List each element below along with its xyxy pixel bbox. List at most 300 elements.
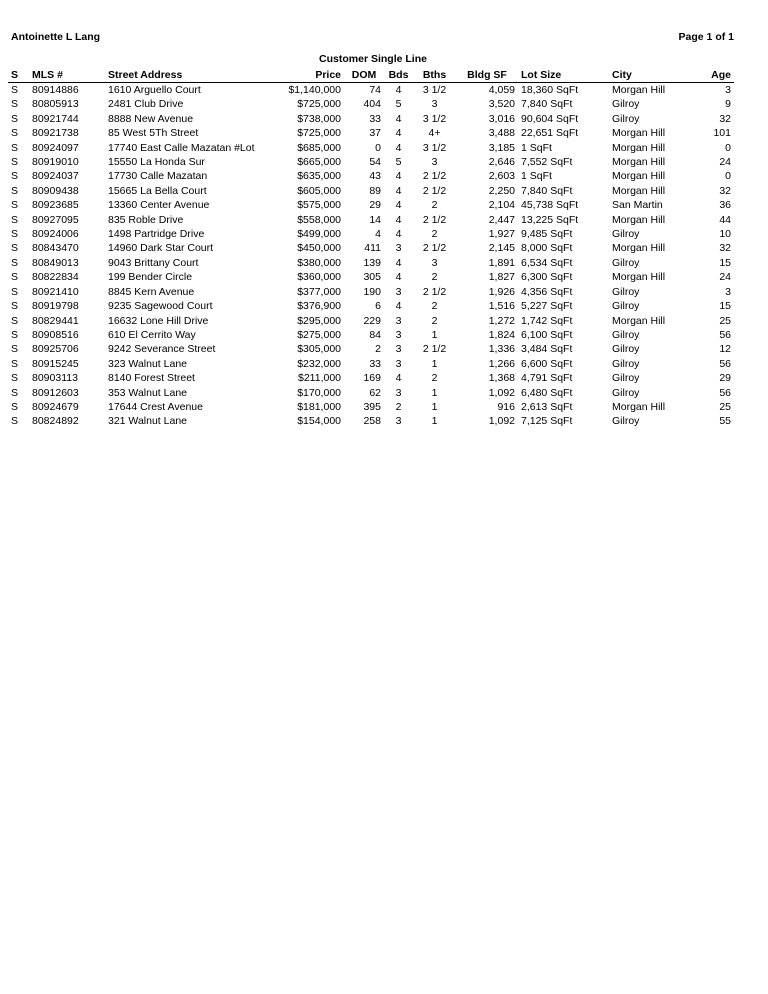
cell-street-address: 8140 Forest Street [108, 372, 195, 385]
cell-status: S [11, 372, 19, 385]
cell-beds: 4 [395, 141, 402, 154]
cell-mls-number: 80924006 [32, 228, 79, 241]
cell-city: Morgan Hill [612, 242, 666, 255]
cell-street-address: 17644 Crest Avenue [108, 400, 203, 413]
cell-status: S [11, 184, 19, 197]
table-body [8, 83, 734, 429]
table-row [8, 155, 734, 169]
cell-street-address: 85 West 5Th Street [108, 127, 199, 140]
cell-bldg-sf: 1,516 [488, 300, 515, 313]
cell-beds: 3 [395, 386, 402, 399]
cell-street-address: 8845 Kern Avenue [108, 285, 195, 298]
cell-dom: 305 [363, 271, 381, 284]
table-row [8, 371, 734, 385]
cell-dom: 395 [363, 400, 381, 413]
cell-status: S [11, 285, 19, 298]
column-header-city: City [609, 68, 692, 83]
cell-beds: 4 [395, 271, 402, 284]
cell-dom: 229 [363, 314, 381, 327]
cell-baths: 2 1/2 [422, 285, 447, 298]
cell-status: S [11, 170, 19, 183]
cell-city: Gilroy [612, 415, 640, 428]
cell-lot-size: 7,125 SqFt [521, 415, 573, 428]
cell-bldg-sf: 1,827 [488, 271, 515, 284]
cell-dom: 169 [363, 372, 381, 385]
table-row [8, 414, 734, 428]
cell-mls-number: 80843470 [32, 242, 79, 255]
cell-mls-number: 80921744 [32, 112, 79, 125]
cell-lot-size: 18,360 SqFt [521, 84, 579, 96]
cell-dom: 33 [369, 112, 381, 125]
cell-price: $738,000 [297, 112, 341, 125]
cell-bldg-sf: 1,927 [488, 228, 515, 241]
cell-price: $450,000 [297, 242, 341, 255]
cell-mls-number: 80822834 [32, 271, 79, 284]
cell-age: 3 [725, 84, 731, 96]
cell-street-address: 2481 Club Drive [108, 98, 184, 111]
cell-mls-number: 80849013 [32, 256, 79, 269]
cell-status: S [11, 357, 19, 370]
cell-mls-number: 80914886 [32, 84, 79, 96]
table-row [8, 328, 734, 342]
cell-baths: 1 [431, 386, 438, 399]
cell-street-address: 199 Bender Circle [108, 271, 193, 284]
cell-lot-size: 4,791 SqFt [521, 372, 573, 385]
cell-price: $232,000 [297, 357, 341, 370]
cell-street-address: 610 El Cerrito Way [108, 328, 196, 341]
cell-city: Morgan Hill [612, 84, 666, 96]
cell-street-address: 321 Walnut Lane [108, 415, 188, 428]
table-row [8, 97, 734, 111]
table-header [8, 68, 734, 83]
table-row [8, 285, 734, 299]
column-header-street-address: Street Address [105, 68, 275, 83]
cell-age: 15 [719, 300, 731, 313]
cell-bldg-sf: 1,368 [488, 372, 515, 385]
cell-status: S [11, 156, 19, 169]
cell-city: Gilroy [612, 228, 640, 241]
cell-age: 56 [719, 328, 731, 341]
cell-mls-number: 80919010 [32, 156, 79, 169]
table-row [8, 169, 734, 183]
report-title: Customer Single Line [319, 53, 427, 65]
column-header-status: S [8, 68, 29, 83]
cell-age: 10 [719, 228, 731, 241]
cell-beds: 5 [395, 98, 402, 111]
cell-mls-number: 80829441 [32, 314, 79, 327]
cell-age: 3 [725, 285, 731, 298]
cell-street-address: 13360 Center Avenue [108, 199, 210, 212]
cell-price: $605,000 [297, 184, 341, 197]
cell-bldg-sf: 916 [497, 400, 515, 413]
cell-city: Morgan Hill [612, 213, 666, 226]
cell-beds: 4 [395, 372, 402, 385]
cell-baths: 1 [431, 400, 438, 413]
cell-bldg-sf: 1,092 [488, 415, 515, 428]
cell-price: $725,000 [297, 98, 341, 111]
table-row [8, 184, 734, 198]
cell-beds: 3 [395, 314, 402, 327]
cell-bldg-sf: 1,266 [488, 357, 515, 370]
table-row [8, 256, 734, 270]
cell-baths: 2 [431, 228, 438, 241]
column-header-dom: DOM [344, 68, 384, 83]
cell-lot-size: 22,651 SqFt [521, 127, 579, 140]
table-row [8, 141, 734, 155]
cell-street-address: 8888 New Avenue [108, 112, 194, 125]
column-header-lot-size: Lot Size [518, 68, 609, 83]
cell-city: Gilroy [612, 98, 640, 111]
cell-baths: 3 1/2 [422, 141, 447, 154]
cell-price: $295,000 [297, 314, 341, 327]
cell-baths: 2 1/2 [422, 184, 447, 197]
cell-status: S [11, 314, 19, 327]
cell-mls-number: 80909438 [32, 184, 79, 197]
cell-city: Morgan Hill [612, 314, 666, 327]
cell-lot-size: 6,480 SqFt [521, 386, 573, 399]
cell-bldg-sf: 3,520 [488, 98, 515, 111]
cell-status: S [11, 84, 19, 96]
cell-age: 29 [719, 372, 731, 385]
cell-bldg-sf: 2,145 [488, 242, 515, 255]
cell-mls-number: 80919798 [32, 300, 79, 313]
cell-city: Gilroy [612, 256, 640, 269]
cell-dom: 43 [369, 170, 381, 183]
cell-baths: 3 [431, 156, 438, 169]
cell-city: Morgan Hill [612, 271, 666, 284]
cell-mls-number: 80924037 [32, 170, 79, 183]
cell-age: 9 [725, 98, 731, 111]
cell-city: Gilroy [612, 112, 640, 125]
cell-status: S [11, 343, 19, 356]
table-row [8, 400, 734, 414]
column-header-age: Age [692, 68, 734, 83]
cell-baths: 1 [431, 415, 438, 428]
cell-dom: 190 [363, 285, 381, 298]
cell-street-address: 14960 Dark Star Court [108, 242, 214, 255]
cell-bldg-sf: 1,336 [488, 343, 515, 356]
cell-age: 24 [719, 271, 731, 284]
cell-mls-number: 80915245 [32, 357, 79, 370]
column-header-mls-number: MLS # [29, 68, 105, 83]
cell-price: $380,000 [297, 256, 341, 269]
cell-price: $360,000 [297, 271, 341, 284]
cell-city: Gilroy [612, 386, 640, 399]
cell-beds: 4 [395, 228, 402, 241]
cell-status: S [11, 112, 19, 125]
cell-mls-number: 80924679 [32, 400, 79, 413]
table-row [8, 299, 734, 313]
cell-beds: 3 [395, 328, 402, 341]
table-row [8, 241, 734, 255]
cell-age: 32 [719, 184, 731, 197]
cell-mls-number: 80912603 [32, 386, 79, 399]
cell-lot-size: 7,840 SqFt [521, 184, 573, 197]
cell-price: $558,000 [297, 213, 341, 226]
cell-street-address: 9043 Brittany Court [108, 256, 199, 269]
cell-dom: 54 [369, 156, 381, 169]
cell-lot-size: 5,227 SqFt [521, 300, 573, 313]
cell-age: 44 [719, 213, 731, 226]
cell-street-address: 16632 Lone Hill Drive [108, 314, 209, 327]
cell-status: S [11, 415, 19, 428]
cell-price: $211,000 [297, 372, 341, 385]
cell-status: S [11, 228, 19, 241]
header-row [8, 68, 734, 83]
cell-status: S [11, 213, 19, 226]
cell-dom: 62 [369, 386, 381, 399]
cell-lot-size: 7,552 SqFt [521, 156, 573, 169]
cell-age: 0 [725, 170, 731, 183]
cell-city: Gilroy [612, 300, 640, 313]
cell-price: $635,000 [297, 170, 341, 183]
cell-dom: 29 [369, 199, 381, 212]
cell-price: $665,000 [297, 156, 341, 169]
cell-baths: 2 1/2 [422, 242, 447, 255]
cell-age: 56 [719, 386, 731, 399]
cell-age: 32 [719, 112, 731, 125]
cell-baths: 2 [431, 372, 438, 385]
cell-status: S [11, 328, 19, 341]
cell-price: $575,000 [297, 199, 341, 212]
cell-beds: 3 [395, 285, 402, 298]
cell-baths: 2 1/2 [422, 170, 447, 183]
cell-dom: 404 [363, 98, 381, 111]
cell-baths: 3 1/2 [422, 84, 447, 96]
cell-price: $376,900 [297, 300, 341, 313]
cell-age: 0 [725, 141, 731, 154]
cell-baths: 4+ [428, 127, 441, 140]
cell-lot-size: 9,485 SqFt [521, 228, 573, 241]
cell-baths: 2 1/2 [422, 213, 447, 226]
cell-dom: 74 [369, 84, 381, 96]
table-row [8, 270, 734, 284]
cell-beds: 4 [395, 84, 402, 96]
cell-beds: 4 [395, 199, 402, 212]
column-header-baths: Bths [413, 68, 456, 83]
table-row [8, 386, 734, 400]
cell-dom: 37 [369, 127, 381, 140]
cell-price: $154,000 [297, 415, 341, 428]
cell-bldg-sf: 4,059 [488, 84, 515, 96]
cell-dom: 14 [369, 213, 381, 226]
cell-mls-number: 80925706 [32, 343, 79, 356]
cell-beds: 2 [395, 400, 402, 413]
cell-dom: 89 [369, 184, 381, 197]
cell-street-address: 17740 East Calle Mazatan #Lot [108, 141, 255, 154]
cell-lot-size: 3,484 SqFt [521, 343, 573, 356]
cell-mls-number: 80908516 [32, 328, 79, 341]
cell-lot-size: 2,613 SqFt [521, 400, 573, 413]
cell-bldg-sf: 1,092 [488, 386, 515, 399]
cell-bldg-sf: 3,488 [488, 127, 515, 140]
cell-baths: 1 [431, 357, 438, 370]
cell-mls-number: 80924097 [32, 141, 79, 154]
cell-price: $275,000 [297, 328, 341, 341]
cell-lot-size: 6,600 SqFt [521, 357, 573, 370]
cell-street-address: 15665 La Bella Court [108, 184, 207, 197]
cell-mls-number: 80923685 [32, 199, 79, 212]
cell-beds: 3 [395, 415, 402, 428]
cell-dom: 0 [375, 141, 381, 154]
cell-city: Morgan Hill [612, 400, 666, 413]
table-row [8, 227, 734, 241]
cell-status: S [11, 98, 19, 111]
cell-city: Morgan Hill [612, 184, 666, 197]
cell-beds: 4 [395, 300, 402, 313]
cell-bldg-sf: 2,603 [488, 170, 515, 183]
cell-age: 32 [719, 242, 731, 255]
cell-lot-size: 6,300 SqFt [521, 271, 573, 284]
cell-beds: 5 [395, 156, 402, 169]
table-row [8, 198, 734, 212]
cell-price: $725,000 [297, 127, 341, 140]
cell-status: S [11, 300, 19, 313]
cell-price: $685,000 [297, 141, 341, 154]
cell-status: S [11, 400, 19, 413]
cell-price: $305,000 [297, 343, 341, 356]
column-header-price: Price [275, 68, 344, 83]
cell-bldg-sf: 3,016 [488, 112, 515, 125]
cell-beds: 4 [395, 127, 402, 140]
cell-city: Gilroy [612, 285, 640, 298]
cell-age: 12 [719, 343, 731, 356]
cell-baths: 2 [431, 314, 438, 327]
cell-baths: 1 [431, 328, 438, 341]
cell-city: Morgan Hill [612, 141, 666, 154]
table-row [8, 126, 734, 140]
cell-lot-size: 7,840 SqFt [521, 98, 573, 111]
table-row [8, 357, 734, 371]
column-header-beds: Bds [384, 68, 413, 83]
cell-status: S [11, 141, 19, 154]
cell-dom: 258 [363, 415, 381, 428]
agent-name: Antoinette L Lang [11, 31, 101, 43]
cell-bldg-sf: 1,891 [488, 256, 515, 269]
cell-price: $499,000 [297, 228, 341, 241]
cell-age: 25 [719, 314, 731, 327]
cell-city: Morgan Hill [612, 127, 666, 140]
cell-lot-size: 90,604 SqFt [521, 112, 579, 125]
cell-street-address: 17730 Calle Mazatan [108, 170, 208, 183]
cell-street-address: 835 Roble Drive [108, 213, 184, 226]
cell-dom: 139 [363, 256, 381, 269]
cell-street-address: 1498 Partridge Drive [108, 228, 205, 241]
cell-beds: 4 [395, 213, 402, 226]
cell-mls-number: 80805913 [32, 98, 79, 111]
cell-bldg-sf: 2,646 [488, 156, 515, 169]
cell-mls-number: 80921738 [32, 127, 79, 140]
cell-street-address: 9235 Sagewood Court [108, 300, 213, 313]
cell-status: S [11, 386, 19, 399]
cell-beds: 4 [395, 184, 402, 197]
cell-city: Gilroy [612, 357, 640, 370]
cell-age: 24 [719, 156, 731, 169]
cell-bldg-sf: 2,250 [488, 184, 515, 197]
cell-bldg-sf: 2,447 [488, 213, 515, 226]
cell-mls-number: 80927095 [32, 213, 79, 226]
cell-street-address: 323 Walnut Lane [108, 357, 188, 370]
cell-status: S [11, 127, 19, 140]
cell-lot-size: 8,000 SqFt [521, 242, 573, 255]
cell-age: 56 [719, 357, 731, 370]
cell-status: S [11, 199, 19, 212]
cell-street-address: 15550 La Honda Sur [108, 156, 205, 169]
cell-status: S [11, 271, 19, 284]
table-row [8, 342, 734, 356]
cell-baths: 2 [431, 300, 438, 313]
cell-street-address: 9242 Severance Street [108, 343, 216, 356]
cell-lot-size: 45,738 SqFt [521, 199, 579, 212]
page-number: Page 1 of 1 [678, 31, 734, 43]
cell-lot-size: 6,534 SqFt [521, 256, 573, 269]
table-row [8, 112, 734, 126]
cell-city: Gilroy [612, 328, 640, 341]
cell-baths: 3 [431, 98, 438, 111]
cell-dom: 2 [375, 343, 381, 356]
cell-lot-size: 1 SqFt [521, 141, 552, 154]
cell-mls-number: 80903113 [32, 372, 78, 385]
cell-lot-size: 6,100 SqFt [521, 328, 573, 341]
cell-baths: 3 [431, 256, 438, 269]
cell-dom: 411 [364, 242, 381, 255]
cell-bldg-sf: 1,272 [488, 314, 515, 327]
cell-price: $377,000 [297, 285, 341, 298]
cell-beds: 3 [395, 242, 402, 255]
cell-mls-number: 80824892 [32, 415, 79, 428]
cell-lot-size: 1 SqFt [521, 170, 552, 183]
cell-lot-size: 13,225 SqFt [521, 213, 579, 226]
cell-beds: 4 [395, 256, 402, 269]
cell-age: 55 [719, 415, 731, 428]
cell-age: 101 [713, 127, 731, 140]
cell-city: Gilroy [612, 343, 640, 356]
cell-beds: 3 [395, 343, 402, 356]
cell-price: $1,140,000 [288, 84, 341, 96]
cell-price: $181,000 [297, 400, 341, 413]
cell-age: 15 [719, 256, 731, 269]
cell-city: Morgan Hill [612, 170, 666, 183]
cell-city: San Martin [612, 199, 663, 212]
table-row [8, 314, 734, 328]
cell-baths: 2 [431, 199, 438, 212]
cell-bldg-sf: 2,104 [488, 199, 515, 212]
cell-baths: 2 [431, 271, 438, 284]
column-header-bldg-sf: Bldg SF [456, 68, 518, 83]
cell-street-address: 353 Walnut Lane [108, 386, 188, 399]
cell-dom: 33 [369, 357, 381, 370]
cell-dom: 4 [375, 228, 381, 241]
cell-status: S [11, 256, 19, 269]
cell-baths: 3 1/2 [422, 112, 447, 125]
cell-bldg-sf: 3,185 [488, 141, 515, 154]
cell-city: Morgan Hill [612, 156, 666, 169]
cell-beds: 4 [395, 112, 402, 125]
listing-table [8, 68, 734, 429]
cell-dom: 84 [369, 328, 381, 341]
cell-baths: 2 1/2 [422, 343, 447, 356]
cell-dom: 6 [375, 300, 381, 313]
cell-age: 25 [719, 400, 731, 413]
cell-city: Gilroy [612, 372, 640, 385]
cell-bldg-sf: 1,926 [488, 285, 515, 298]
cell-mls-number: 80921410 [32, 285, 79, 298]
cell-beds: 4 [395, 170, 402, 183]
cell-age: 36 [719, 199, 731, 212]
cell-bldg-sf: 1,824 [488, 328, 515, 341]
cell-street-address: 1610 Arguello Court [108, 84, 201, 96]
cell-lot-size: 4,356 SqFt [521, 285, 573, 298]
